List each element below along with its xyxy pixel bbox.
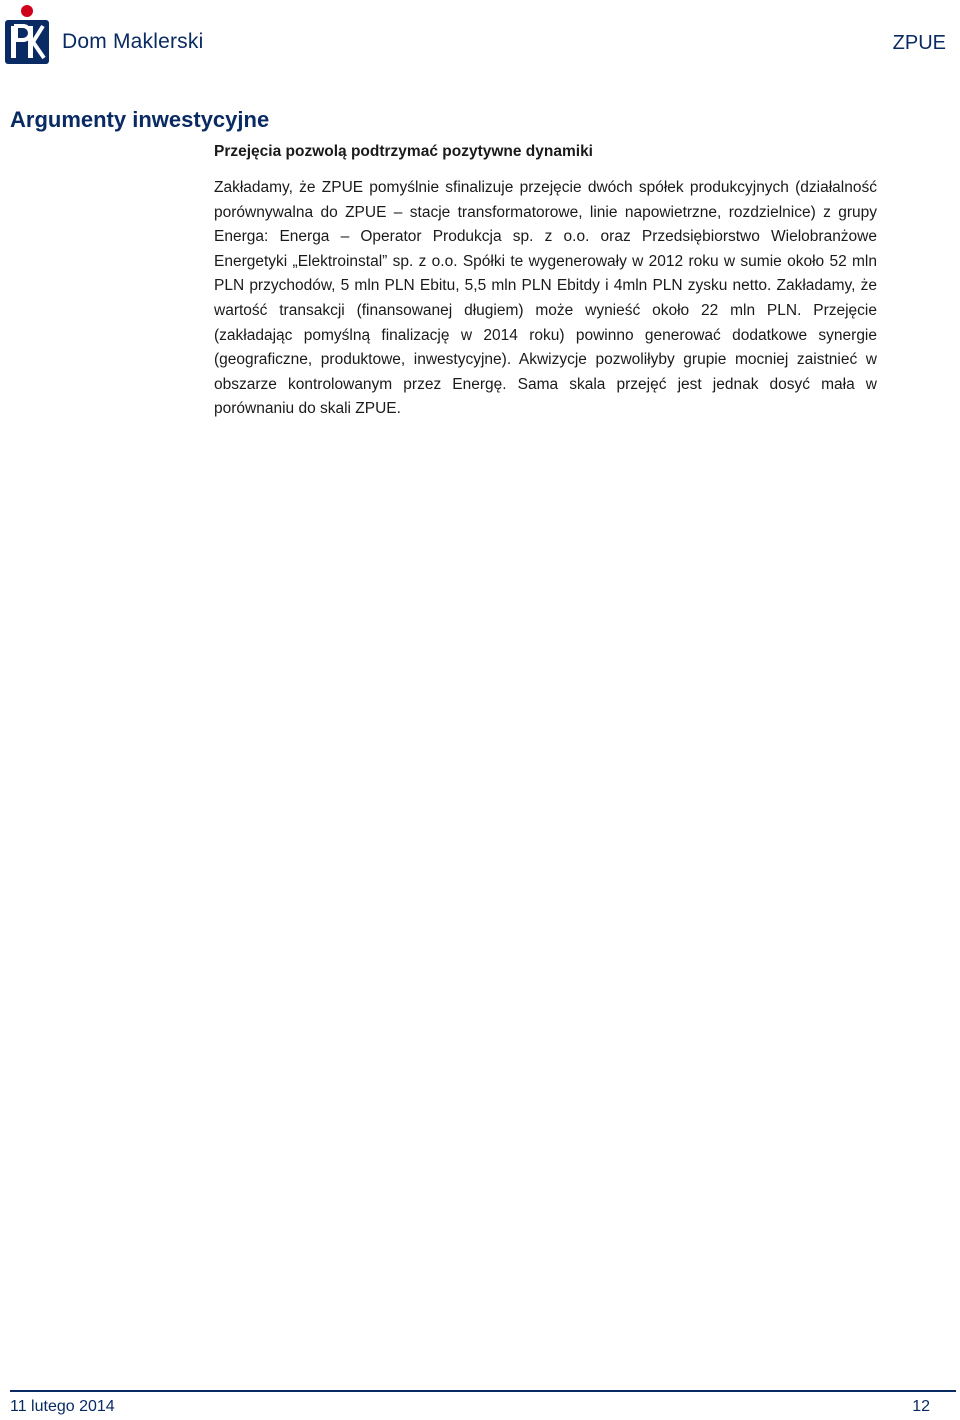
footer-divider [10, 1390, 956, 1392]
section-subheading: Przejęcia pozwolą podtrzymać pozytywne dynamiki [214, 143, 593, 160]
section-title: Argumenty inwestycyjne [10, 107, 270, 132]
footer-date: 11 lutego 2014 [10, 1398, 115, 1415]
body-paragraph: Zakładamy, że ZPUE pomyślnie sfinalizuje przejęcie dwóch spółek produkcyjnych (działalność porównywalna do ZPUE – stacje transformatorowe, linie napowietrzne, rozdzielnice) z grupy Energa: Energa – Operator Produkcja sp. z o.o. oraz Przedsiębiorstwo Wielobranżowe Energetyki „Elektroinstal” sp. z o.o. Spółki te wygenerowały w 2012 roku w sumie około 52 mln PLN przychodów, 5 mln PLN Ebitu, 5,5 mln PLN Ebitdy i 4mln PLN zysku netto. Zakładamy, że wartość transakcji (finansowanej długiem) może wynieść około 22 mln PLN. Przejęcie (zakładając pomyślną finalizację w 2014 roku) powinno generować dodatkowe synergie (geograficzne, produktowe, inwestycyjne). Akwizycje pozwoliłyby grupie mocniej zaistnieć w obszarze kontrolowanym przez Energę. Sama skala przejęć jest jednak dosyć mała w porównaniu do skali ZPUE. [214, 179, 877, 418]
company-ticker: ZPUE [892, 32, 946, 54]
pko-bp-logo-icon [4, 4, 50, 66]
page-number: 12 [912, 1398, 930, 1415]
brand-name: Dom Maklerski [62, 30, 204, 53]
